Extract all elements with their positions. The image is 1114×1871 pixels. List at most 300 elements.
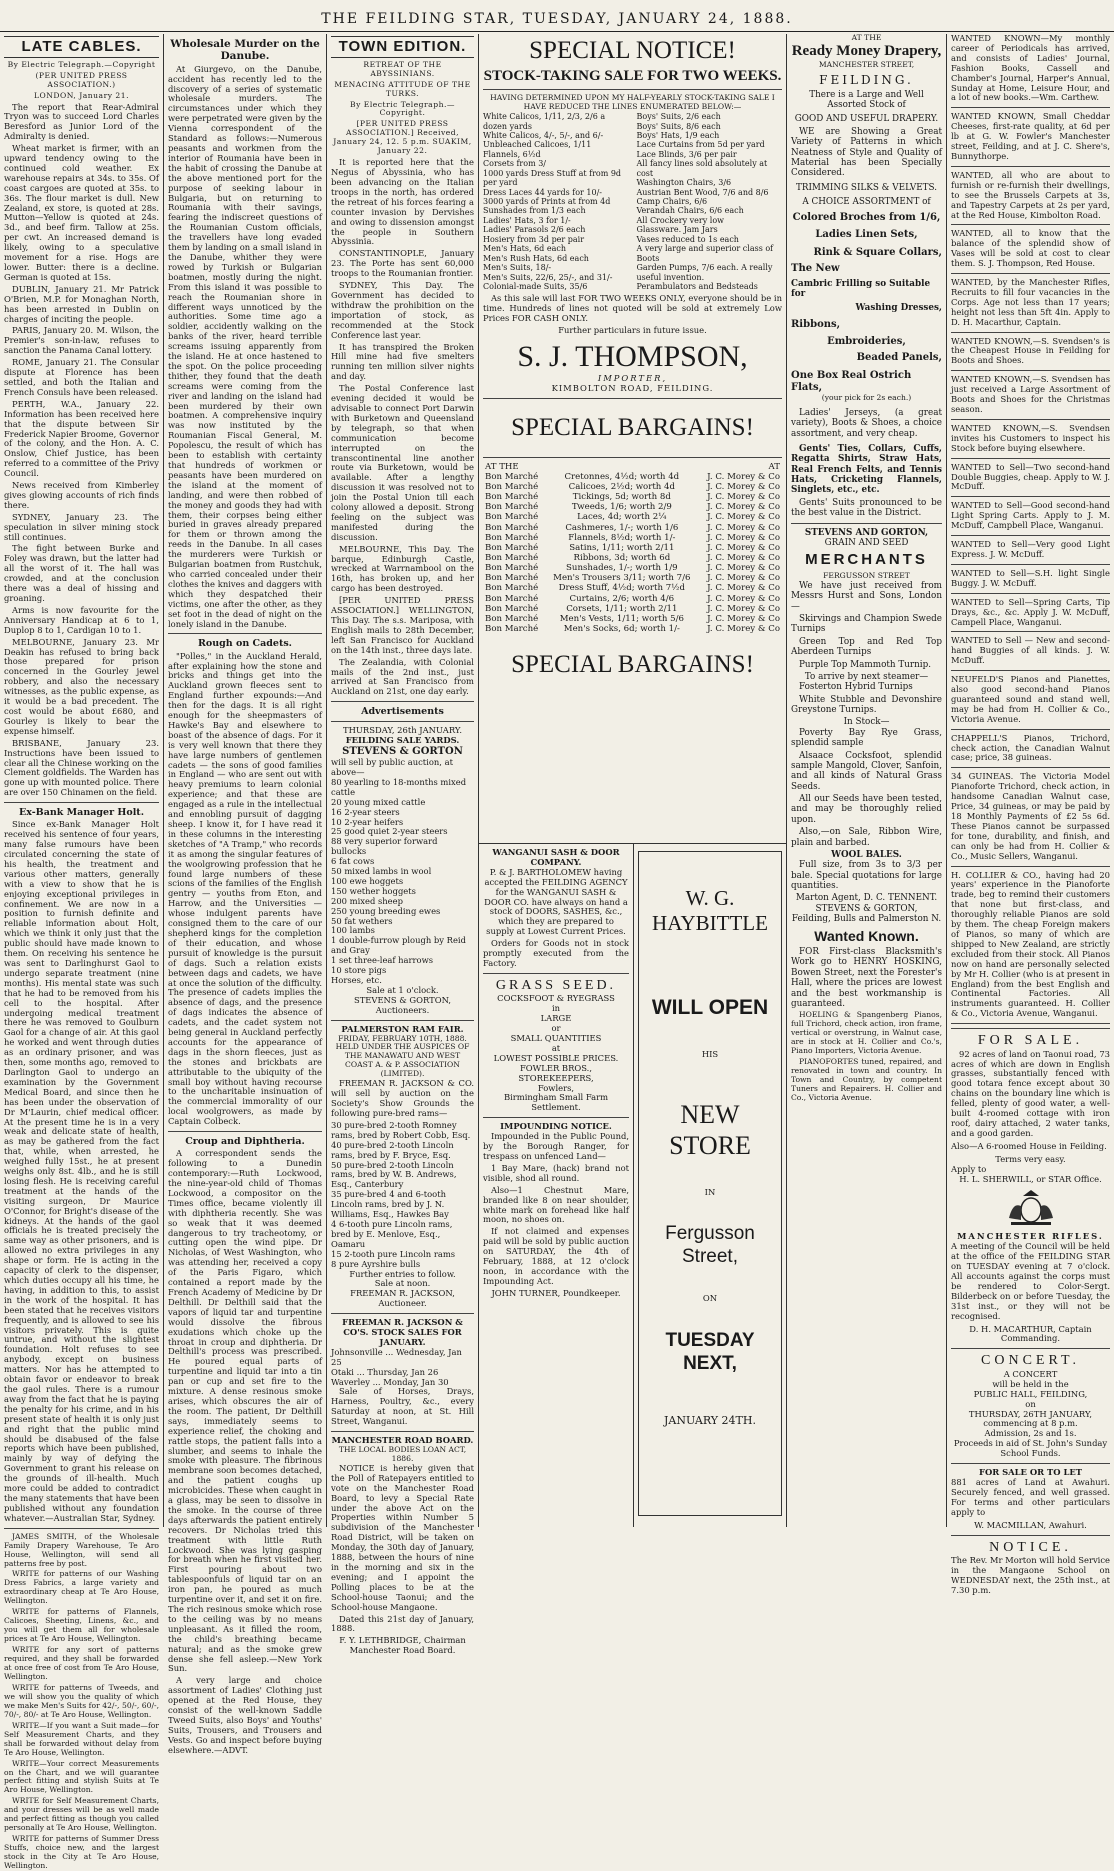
dateline: LONDON, January 21. bbox=[33, 90, 129, 100]
divider bbox=[791, 523, 942, 524]
drapery-line: (your pick for 2s each.) bbox=[821, 392, 912, 402]
bargain-item: Flannels, 8½d; worth 1/- bbox=[568, 532, 676, 543]
drapery-line: Gents' Ties, Collars, Cuffs, Regatta Shirts, Straw Hats, Real French Felts, and Tennis Hats, Cricketing Flannels, Singlets, etc., etc. bbox=[791, 443, 942, 496]
divider bbox=[951, 419, 1110, 420]
impounding-title: IMPOUNDING NOTICE. bbox=[500, 1121, 612, 1132]
royal-crest-icon bbox=[1001, 1188, 1061, 1228]
drapery-line: Embroideries, bbox=[827, 335, 906, 347]
stock-sales-firm: FREEMAN R. JACKSON & CO'S. STOCK SALES FOR JANUARY. bbox=[342, 1317, 463, 1347]
advertisements-heading: Advertisements bbox=[361, 706, 444, 718]
stock-sale-row: Otaki ... Thursday, Jan 26 bbox=[331, 1366, 439, 1377]
wanted-ad: 34 GUINEAS. The Victoria Model Pianoforte Trichord, check action, in handsome Canadian Walnut case, Price, 34 guineas, or may be paid by 18 Monthly Payments of £2 5s 6d. These Pianos cannot be surpassed for tone, durability, and finish, and can only be had from H. Collier & Co., Music Sellers, Wanganui. bbox=[951, 771, 1110, 861]
reduced-line: Ladies' Hats, 3 for 1/- bbox=[483, 215, 571, 225]
reduced-line: All Crockery very low bbox=[636, 215, 725, 225]
haybittle-new-store: NEW STORE bbox=[669, 1100, 751, 1160]
seed-line: All our Seeds have been tested, and may be thoroughly relied upon. bbox=[791, 794, 942, 825]
reduced-line: Hosiery from 3d per pair bbox=[483, 234, 585, 244]
bargain-merchant: J. C. Morey & Co bbox=[707, 482, 780, 493]
sale-item: 6 fat cows bbox=[331, 856, 375, 867]
bargain-row bbox=[483, 583, 782, 593]
divider bbox=[951, 332, 1110, 333]
sale-item: 50 fat wethers bbox=[331, 915, 393, 926]
bargain-row bbox=[483, 573, 782, 583]
divider bbox=[4, 1528, 159, 1529]
sash-door-orders: Orders for Goods not in stock promptly executed from the Factory. bbox=[483, 938, 629, 968]
cadets-heading: Rough on Cadets. bbox=[198, 638, 292, 650]
reduced-line: Boys' Suits, 8/6 each bbox=[636, 121, 721, 131]
rifles-title: MANCHESTER RIFLES. bbox=[957, 1231, 1104, 1242]
drapery-street: MANCHESTER STREET, bbox=[818, 59, 915, 69]
wanted-ad: WANTED KNOWN,—S. Svendsen has just received a Large Assortment of Boots and Shoes for the Christmas season. bbox=[951, 374, 1110, 414]
sale-item: 25 good quiet 2-year steers bbox=[331, 826, 448, 837]
bargain-store: Bon Marché bbox=[485, 512, 539, 523]
concert-line: Admission, 2s and 1s. bbox=[984, 1428, 1077, 1439]
drapery-line: One Box Real Ostrich Flats, bbox=[791, 370, 912, 393]
bargain-item: Curtains, 2/6; worth 4/6 bbox=[569, 593, 675, 604]
bargain-row bbox=[483, 553, 782, 563]
te-aro-ad: WRITE for patterns of Tweeds, and we will show you the quality of which we make Men's Suits for 42/-, 50/-, 60/-, 70/-, 80/- at Te Aro House, Wellington. bbox=[4, 1682, 159, 1719]
bargain-store: Bon Marché bbox=[485, 553, 539, 563]
bargain-item: Tweeds, 1/6; worth 2/9 bbox=[571, 502, 672, 513]
divider bbox=[331, 721, 474, 722]
wanted-ad: WANTED KNOWN, Small Cheddar Cheeses, first-rate quality, at 6d per lb at G. W. Fowler's Manchester street, Feilding, and at J. C. Shere's, Bunnythorpe. bbox=[951, 111, 1110, 161]
divider bbox=[331, 1431, 474, 1432]
grass-line: LOWEST POSSIBLE PRICES. bbox=[493, 1052, 619, 1063]
cable-paragraph: DUBLIN, January 21. Mr Patrick O'Brien, M.P. for Monaghan North, has been arrested in Dublin on charges of inciting the people. bbox=[4, 283, 159, 324]
masthead-title: THE FEILDING STAR, TUESDAY, JANUARY 24, 1888. bbox=[321, 11, 793, 27]
divider bbox=[331, 1313, 474, 1314]
news-paragraph: CONSTANTINOPLE, January 23. The Porte has sent 60,000 troops to the Roumanian frontier. bbox=[331, 248, 474, 279]
reduced-line: Unbleached Calicoes, 1/11 bbox=[483, 140, 592, 150]
wanted-ad: NEUFELD'S Pianos and Pianettes, also good second-hand Pianos guaranteed sound and stand well, may be had from H. Collier & Co., Victoria Avenue. bbox=[951, 674, 1110, 724]
cable-paragraph: PARIS, January 20. M. Wilson, the Premier's son-in-law, refuses to sanction the Panama Canal lottery. bbox=[4, 325, 159, 356]
ram-fair-item: 8 pure Ayrshire bulls bbox=[331, 1258, 421, 1269]
bargain-store: Bon Marché bbox=[485, 573, 539, 584]
column-wanted bbox=[947, 33, 1114, 1595]
grass-line: LARGE bbox=[540, 1013, 572, 1024]
drapery-line: Washing Dresses, bbox=[855, 303, 942, 314]
impounding-sign: JOHN TURNER, Poundkeeper. bbox=[491, 1287, 621, 1298]
divider bbox=[951, 224, 1110, 225]
haybittle-day: TUESDAY NEXT, bbox=[665, 1330, 755, 1374]
wanted-ad: WANTED, all who are about to furnish or re-furnish their dwellings, to see the Brussels Carpets at 3s, and Tapestry Carpets at 2s per yard, at the Red House, Kimbolton Road. bbox=[951, 169, 1110, 220]
haybittle-his: HIS bbox=[701, 1049, 719, 1060]
divider bbox=[951, 535, 1110, 536]
bargain-row bbox=[483, 512, 782, 522]
wanted-ad: WANTED to Sell—Spring Carts, Tip Drays, &c., &c. Apply J. W. McDuff, Campell Place, Wanganui. bbox=[951, 596, 1110, 627]
bargain-row bbox=[483, 472, 782, 482]
grass-firm-line: Birmingham Small Farm Settlement. bbox=[503, 1092, 609, 1113]
ram-fair-items bbox=[331, 1121, 474, 1270]
impounding-item: 1 Bay Mare, (hack) brand not visible, shod all round. bbox=[483, 1162, 629, 1183]
divider bbox=[483, 973, 629, 974]
bargain-item: Ribbons, 3d; worth 6d bbox=[573, 553, 671, 563]
concert-line: PUBLIC HALL, FEILDING, bbox=[973, 1388, 1088, 1399]
masthead bbox=[0, 0, 1114, 32]
impounding-text: Impounded in the Public Pound, by the Borough Ranger, for trespass on unfenced Land— bbox=[483, 1131, 629, 1161]
grass-line: or bbox=[551, 1023, 561, 1034]
bargain-store: Bon Marché bbox=[485, 593, 539, 604]
haybittle-street: Fergusson Street, bbox=[665, 1223, 755, 1267]
sale-let-title: FOR SALE OR TO LET bbox=[979, 1467, 1082, 1478]
grass-seed-title: GRASS SEED. bbox=[495, 977, 617, 993]
for-sale-sign: H. L. SHERWILL, or STAR Office. bbox=[959, 1173, 1102, 1184]
reduced-line: Corsets from 3/ bbox=[483, 159, 546, 169]
bargain-row bbox=[483, 482, 782, 492]
for-sale-text: 92 acres of land on Taonui road, 73 acres of which are down in English grasses, substantially fenced with good totara fence except about 30 chains on the boundary line which is felled, plenty of good water, a well-built 4-roomed cottage with iron roof, dairy attached, 2 water tanks, and a good garden. bbox=[951, 1048, 1110, 1138]
town-edition-heading: TOWN EDITION. bbox=[331, 36, 474, 58]
bargain-store: Bon Marché bbox=[485, 532, 539, 543]
wanted-ad: WANTED to Sell—Very good Light Express. J. W. McDuff. bbox=[951, 539, 1110, 559]
reduced-line: Vases reduced to 1s each bbox=[636, 234, 739, 244]
piano-ad: HOELING & Spangenberg Pianos, full Trichord, check action, iron frame, vertical or overstrung, in Walnut case, are in stock at H. Collier and Co.'s, Piano Importers, Victoria Avenue. bbox=[791, 1010, 942, 1056]
sale-let-sign: W. MACMILLAN, Awahuri. bbox=[974, 1519, 1087, 1530]
divider bbox=[951, 166, 1110, 167]
seed-line: Purple Top Mammoth Turnip. bbox=[799, 659, 932, 670]
abyssinia-heading: RETREAT OF THE ABYSSINIANS. bbox=[363, 59, 442, 78]
wanted-ad: CHAPPELL'S Pianos, Trichord, check action, the Canadian Walnut case; price, 38 guineas. bbox=[951, 732, 1110, 763]
divider bbox=[951, 1028, 1110, 1029]
divider bbox=[483, 398, 782, 399]
wanted-known: Wanted Known. bbox=[814, 927, 919, 944]
divider bbox=[951, 370, 1110, 371]
wanted-ad: WANTED KNOWN—My monthly career of Periodicals has arrived, and consists of Ladies' Journal, Fashion Books, Cassell and Chamber's Journal, Harper's Annual, Sunday at Home, Leisure Hour, and a lot of new books.—Wm. Carthew. bbox=[951, 33, 1110, 103]
ram-fair-sign: FREEMAN R. JACKSON, Auctioneer. bbox=[350, 1288, 455, 1309]
sale-item: 1 set three-leaf harrows bbox=[331, 955, 434, 966]
bargain-row bbox=[483, 614, 782, 624]
news-paragraph: It has transpired the Broken Hill mine had five smelters running ten million silver nights and day. bbox=[331, 341, 474, 382]
danube-paragraph: At Giurgevo, on the Danube, accident has recently led to the discovery of a series of systematic wholesale murders. The circumstances under which they were perpetrated were given by the Vienna correspondent of the Standard as follows:—Numerous peasants and workmen from the interior of Roumania have been in the habit of crossing the Danube at the above mentioned port for the purpose of seeking labour in Bulgaria, but on returning to Roumania with their savings, fearing the indiscreet questions of the Roumanian Custom officials, the travellers have long evaded them by landing on a small island in the Danube, whither they were rowed by Turkish or Bulgarian boatmen, mostly during the night. From this island it was possible to reach the Roumanian shore in different ways unnoticed by the authorities. Some time ago a soldier, accidently walking on the banks of the river, heard terrible screams issuing apparently from the island. He at once hastened to the spot. On the police proceeding thither, they found that the death screams were coming from the river and landing on the island had been murdered by their own boatmen. A comprehensive inquiry was now instituted by the Roumanian Fiscal General, M. Popolescu, the result of which has been to establish with certainty that hundreds of workmen or peasants have been murdered on the island at the moment of landing, and were then robbed of the money and goods they had with them, their corpses being either buried in graves already prepared for them or thrown among the reeds in the Danube. In all cases the murderers were Turkish or Bulgarian boatmen from Rustchuk, who carried concealed under their clothes the knives and daggers with which they despatched their victims, one after the other, as they set foot in the dead of night on the lonely island in the Danube. bbox=[168, 63, 322, 629]
bargain-item: Cashmeres, 1/-; worth 1/6 bbox=[565, 522, 679, 533]
divider bbox=[951, 866, 1110, 867]
sale-footnote: As this sale will last FOR TWO WEEKS ONLY, everyone should be in time. Hundreds of lines not quoted will be sold at extremely Low Prices FOR CASH ONLY. bbox=[483, 293, 782, 324]
bargain-merchant: J. C. Morey & Co bbox=[707, 502, 780, 513]
bargain-store: Bon Marché bbox=[485, 583, 539, 594]
sash-door-agents: P. & J. BARTHOLOMEW having accepted the FEILDING AGENCY for the WANGANUI SASH & DOOR CO. have always on hand a stock of DOORS, SASHES, &c., which they are prepared to supply at Lowest Current Prices. bbox=[484, 866, 628, 937]
grass-seed-firm bbox=[483, 1064, 629, 1114]
impounding-item: Also—1 Chestnut Mare, branded like 8 on near shoulder, white mark on forehead like half moon, no shoes on. bbox=[483, 1184, 629, 1225]
divider bbox=[951, 767, 1110, 768]
rifles-sign: D. H. MACARTHUR, Captain Commanding. bbox=[969, 1323, 1092, 1344]
bargain-row bbox=[483, 543, 782, 553]
seed-line: Alsaace Cocksfoot, splendid sample Mangold, Clover, Sanfoin, and all kinds of Natural Grass Seeds. bbox=[791, 750, 942, 792]
bargain-item: Satins, 1/11; worth 2/11 bbox=[569, 542, 675, 553]
bargain-merchant: J. C. Morey & Co bbox=[707, 583, 780, 594]
column-sash-door bbox=[479, 848, 633, 1527]
seed-line: We have just received from Messrs Hurst and Sons, London— bbox=[791, 580, 942, 612]
bargain-store: Bon Marché bbox=[485, 613, 539, 624]
special-bargains-title-2: SPECIAL BARGAINS! bbox=[511, 651, 754, 679]
news-paragraph: MELBOURNE, This Day. The barque, Edinburgh Castle, wrecked at Warrnambool on the 16th, has broken up, and her cargo has been destroyed. bbox=[331, 543, 474, 594]
ram-fair-item: 40 pure-bred 2-tooth Lincoln rams, bred by F. Bryce, Esq. bbox=[331, 1139, 454, 1160]
stock-sale-row: Johnsonville ... Wednesday, Jan 25 bbox=[331, 1346, 462, 1367]
sale-item: 100 lambs bbox=[331, 925, 375, 936]
divider bbox=[951, 1348, 1110, 1349]
reduced-line: Sunshades from 1/3 each bbox=[483, 206, 586, 216]
cable-paragraph: The fight between Burke and Foley was drawn, but the latter had all the worst of it. The hall was crowded, and at the conclusion there was a deal of hissing and groaning. bbox=[4, 543, 159, 603]
reduced-line: Austrian Bent Wood, 7/6 and 8/6 bbox=[636, 187, 769, 197]
ram-fair-date: FRIDAY, FEBRUARY 10TH, 1888. HELD UNDER THE AUSPICES OF THE MANAWATU AND WEST COAST A. & P. ASSOCIATION (LIMITED). bbox=[335, 1033, 470, 1079]
drapery-line: The New bbox=[791, 262, 840, 274]
reduced-line: 1000 yards Dress Stuff at from 9d per yard bbox=[483, 168, 622, 188]
for-sale-terms: Terms very easy. bbox=[995, 1153, 1066, 1164]
seed-line: Full size, from 3s to 3/3 per bale. Special quotations for large quantities. bbox=[791, 860, 942, 892]
merchants: MERCHANTS bbox=[805, 551, 928, 569]
road-board-text: NOTICE is hereby given that the Poll of Ratepayers entitled to vote on the Manchester Road Board, to levy a Special Rate under the above Act on the Properties within Number 5 subdivision of the Manchester Road District, will be taken on Monday, the 30th day of January, 1888, between the hours of nine in the morning and six in the evening; and I appoint the Polling places to be at the School-house Taonui; and the School-house Mangaone. bbox=[331, 1462, 474, 1612]
grass-firm-line: Fowlers, bbox=[537, 1082, 575, 1093]
danube-heading: Wholesale Murder on the Danube. bbox=[170, 38, 320, 63]
reduced-line: Men's Hats, 6d each bbox=[483, 244, 566, 254]
croup-paragraph: A correspondent sends the following to a Dunedin contemporary:—Ruth Lockwood, the nine-year-old child of Thomas Lockwood, a compositor on the Times office, became violently ill with diphtheria recently. She was so weak that it was deemed dangerous to try tracheotomy, or cutting open the wind pipe. Dr Nicholas, of West Washington, who was attending her, received a copy of the Paris Figaro, which contained a report made by the French Academy of Medicine by Dr Delthill. Dr Delthill said that the vapors of liquid tar and turpentine would dissolve the fibrous exudations which choke up the throat in croup and diphtheria. Dr Delthill's process was prescribed. He poured equal parts of turpentine and liquid tar into a tin pan or cup and set fire to the mixture. A dense resinous smoke arises, which obscures the air of the room. The patient, Dr Delthill says, immediately seems to experience relief, the choking and rattle stops, the patient falls into a slumber, and seems to inhale the smoke with pleasure. The fibrinous membrane soon becomes detached, and the patient coughs up microbicides. These when caught in a glass, may be seen to dissolve in the smoke. In the course of three days afterwards the patient entirely recovers. Dr Nicholas tried this treatment with little Ruth Lockwood. She was lying gasping for breath when he first visited her. First pouring about two tablespoonfuls of liquid tar on an iron pan, he poured as much turpentine over it, and set it on fire. The rich resinous smoke which rose to the ceiling was by no means unpleasant. As it filled the room, the child's breathing became natural; and as the smoke grew dense she fell asleep.—New York Sun. bbox=[168, 1148, 322, 1674]
te-aro-ad: WRITE—Your correct Measurements on the Chart, and we will guarantee perfect fitting and stylish Suits at Te Aro House, Wellington. bbox=[4, 1758, 159, 1795]
bargain-item: Corsets, 1/11; worth 2/11 bbox=[566, 603, 678, 614]
concert-line: on bbox=[1025, 1398, 1036, 1409]
bargain-row bbox=[483, 624, 782, 634]
wanted-ad: WANTED to Sell—S.H. light Single Buggy. J. W. McDuff. bbox=[951, 567, 1110, 588]
divider bbox=[331, 701, 474, 702]
te-aro-ad: JAMES SMITH, of the Wholesale Family Drapery Warehouse, Te Aro House, Wellington, will send all patterns free by post. bbox=[4, 1531, 159, 1568]
ram-fair-firm: FREEMAN R. JACKSON & CO. will sell by auction on the Society's Show Grounds the following pure-bred rams— bbox=[331, 1078, 474, 1119]
road-board-sub: THE LOCAL BODIES LOAN ACT, 1886. bbox=[338, 1445, 467, 1463]
piano-tuning-ad: PIANOFORTES tuned, repaired, and renovated in town and country. In Town and Country, by competent Tuners and Repairers. H. Collier and Co., Victoria Avenue. bbox=[791, 1057, 942, 1102]
column-special-notice bbox=[479, 34, 786, 834]
stock-taking-intro: HAVING DETERMINED UPON MY HALF-YEARLY STOCK-TAKING SALE I HAVE REDUCED THE LINES ENUMERATED BELOW:— bbox=[490, 93, 775, 112]
ram-fair-item: 15 2-tooth pure Lincoln rams bbox=[331, 1248, 456, 1259]
column-news bbox=[164, 34, 326, 1755]
column-drapery bbox=[787, 34, 946, 1527]
sale-item: 88 very superior forward bullocks bbox=[331, 836, 438, 857]
reduced-line: 3000 yards of Prints at from 4d bbox=[483, 197, 611, 207]
reduced-line: Verandah Chairs, 6/6 each bbox=[636, 206, 744, 216]
bargain-merchant: J. C. Morey & Co bbox=[707, 613, 780, 624]
seed-line: Green Top and Red Top Aberdeen Turnips bbox=[791, 636, 942, 658]
for-sale-apply: Apply to bbox=[951, 1163, 987, 1174]
sale-place: FEILDING SALE YARDS. bbox=[345, 735, 460, 746]
drapery-line: WE are Showing a Great Variety of Patterns in which Neatness of Style and Quality of Material has been Specially Considered. bbox=[791, 126, 942, 179]
seed-line: In Stock— bbox=[843, 717, 890, 728]
bargain-row bbox=[483, 533, 782, 543]
bargain-store: Bon Marché bbox=[485, 542, 539, 553]
divider bbox=[951, 458, 1110, 459]
stevens-gorton-sign: STEVENS & GORTON, bbox=[815, 903, 918, 914]
wanted-ad: WANTED to Sell—Good second-hand Light Spring Carts. Apply to J. M. McDuff, Campbell Place, Wanganui. bbox=[951, 500, 1110, 531]
road-board-title: MANCHESTER ROAD BOARD. bbox=[331, 1435, 474, 1446]
reduced-line: Boys' Suits, 2/6 each bbox=[636, 112, 721, 122]
bargain-merchant: J. C. Morey & Co bbox=[707, 593, 780, 604]
reduced-line: White Calicos, 1/11, 2/3, 2/6 a dozen yards bbox=[483, 112, 606, 131]
news-paragraph: The Zealandia, with Colonial mails of the 2nd inst., just arrived at San Francisco from Auckland on 21st, one day early. bbox=[331, 656, 474, 697]
sale-items bbox=[331, 778, 474, 986]
seed-line: White Stubble and Devonshire Greystone Turnips. bbox=[791, 694, 942, 716]
drapery-line: Ribbons, bbox=[791, 318, 841, 330]
bargain-store: Bon Marché bbox=[485, 563, 539, 574]
bargain-row bbox=[483, 563, 782, 573]
wool-bales: WOOL BALES. bbox=[831, 849, 902, 860]
te-aro-ad: WRITE—If you want a Suit made—for Self Measurement Charts, and they shall be forwarded without delay from Te Aro House, Wellington. bbox=[4, 1720, 159, 1757]
cadets-paragraph: "Polles," in the Auckland Herald, after explaining how the stone and bricks and things get into the Auckland grown fleeces sent to England further expounds:—And then for the dags. It is all right enough for the sheepmasters of Hawke's Bay and elsewhere to boast of the absence of dags. For it is very well known that there they have large numbers of gentlemen cadets — the sons of good families in England — who are sent out with heavy premiums to learn colonial experience; and that these are engaged as a rule in the intellectual and ennobling pursuit of dagging sheep. I know it, for I have read it in these columns in the interesting sketches of "A Tramp," who records it as among the singular features of the woolgrowing profession that he found large numbers of these scions of the families of the English gentry — youths from Eton, and Harrow, and the Universities — whose indulgent parents have consigned them to the care of our shepherd kings for the completion of their education, and whose pursuit of knowledge is the pursuit of dags. Such a relation exists between dags and cadets, we have at once the solution of the difficulty. The presence of cadets implies the absence of dags, and the presence of dags indicates the absence of cadets, and the cadet system not being general in Auckland perfectly accounts for the appearance of dags in the shorn fleeces, just as the stones and brickbats are attributable to the ubiquity of the small boy without having recourse to the uncharitable insinuation of the commercial immorality of our local woolgrowers, as made by Captain Colbeck. bbox=[168, 650, 322, 1127]
concert-line: will be held in the bbox=[992, 1378, 1069, 1389]
special-notice-title: SPECIAL NOTICE! bbox=[529, 37, 736, 64]
haybittle-will-open: WILL OPEN bbox=[651, 995, 769, 1019]
grass-firm-line: STOREKEEPERS, bbox=[518, 1072, 594, 1083]
bargain-merchant: J. C. Morey & Co bbox=[707, 532, 780, 543]
byline: By Electric Telegraph.—Copyright bbox=[7, 59, 156, 69]
haybittle-date: JANUARY 24TH. bbox=[664, 1413, 756, 1427]
reduced-line: Lace Blinds, 3/6 per pair bbox=[636, 149, 737, 159]
concert-line: Proceeds in aid of St. John's Sunday School Funds. bbox=[953, 1438, 1108, 1459]
grass-line: COCKSFOOT & RYEGRASS bbox=[497, 993, 615, 1004]
haybittle-name: W. G. HAYBITTLE bbox=[652, 886, 768, 935]
notice-text: The Rev. Mr Morton will hold Service in the Mangaone School on WEDNESDAY next, the 25th inst., at 7.30 p.m. bbox=[951, 1555, 1111, 1595]
drapery-line: Ladies Linen Sets, bbox=[815, 229, 918, 241]
drapery-line: Beaded Panels, bbox=[856, 352, 942, 364]
wanted-ad: WANTED to Sell—Two second-hand Double Buggies, cheap. Apply to W. J. McDuff. bbox=[951, 461, 1110, 492]
divider bbox=[951, 729, 1110, 730]
ram-fair-title: PALMERSTON RAM FAIR. bbox=[341, 1023, 464, 1034]
seed-line: Fosterton Hybrid Turnips bbox=[799, 682, 913, 693]
news-paragraph: [PER UNITED PRESS ASSOCIATION.] WELLINGTON, This Day. The s.s. Mariposa, with English mails to 28th December, left San Francisco for Auckland on the 14th inst., three days late. bbox=[331, 595, 474, 655]
cable-paragraph: ROME, January 21. The Consular dispute at Florence has been settled, and both the Italian and French Consuls have been released. bbox=[4, 357, 159, 397]
divider bbox=[951, 107, 1110, 108]
merchant-name: S. J. THOMPSON, bbox=[517, 340, 748, 374]
reduced-line: White Calicos, 4/-, 5/-, and 6/- bbox=[483, 130, 604, 140]
column-haybittle bbox=[634, 848, 786, 1527]
reduced-lines bbox=[483, 112, 782, 291]
cable-paragraph: The report that Rear-Admiral Tryon was to succeed Lord Charles Beresford as Junior Lord of the Admiralty is denied. bbox=[4, 101, 159, 142]
stevens-gorton-places: Feilding, Bulls and Palmerston N. bbox=[791, 914, 942, 925]
drapery-line: GOOD AND USEFUL DRAPERY. bbox=[794, 113, 939, 124]
reduced-line: Glassware. Jam Jars bbox=[636, 225, 718, 235]
bargain-row bbox=[483, 523, 782, 533]
bargain-item: Men's Vests, 1/11; worth 5/6 bbox=[559, 613, 684, 624]
bargain-item: Sunshades, 1/-; worth 1/9 bbox=[566, 563, 678, 574]
grass-line: at bbox=[551, 1042, 561, 1053]
divider bbox=[951, 273, 1110, 274]
divider bbox=[168, 633, 322, 634]
bargain-row bbox=[483, 604, 782, 614]
te-aro-ad: WRITE for any sort of patterns required, and they shall be forwarded at once free of cost from Te Aro House, Wellington. bbox=[4, 1645, 159, 1681]
road-board-dated: Dated this 21st day of January, 1888. bbox=[331, 1613, 474, 1634]
bargain-row bbox=[483, 502, 782, 512]
ram-fair-time: Sale at noon. bbox=[374, 1278, 431, 1289]
cable-paragraph: SYDNEY, January 23. The speculation in silver mining stock still continues. bbox=[4, 511, 159, 542]
drapery-line: Colored Broches from 1/6, bbox=[792, 211, 941, 223]
reduced-lines-right bbox=[637, 112, 783, 291]
reduced-line: Lace Curtains from 5d per yard bbox=[636, 140, 765, 150]
bargain-merchant: J. C. Morey & Co bbox=[707, 553, 780, 563]
divider bbox=[331, 1020, 474, 1021]
special-bargains-title: SPECIAL BARGAINS! bbox=[511, 414, 754, 442]
bargain-item: Calicoes, 2½d; worth 4d bbox=[568, 482, 676, 493]
reduced-line: Colonial-made Suits, 35/6 bbox=[483, 281, 588, 291]
haybittle-ad bbox=[638, 851, 782, 1516]
bargain-store: Bon Marché bbox=[485, 502, 539, 513]
divider bbox=[951, 670, 1110, 671]
wanted-ad: H. COLLIER & CO., having had 20 years' experience in the Pianoforte trade, beg to remind their customers that none but first-class, and thoroughly reliable Pianos are sold by them. The cheap Foreign makers of Pianos, so many of which are shipped to New Zealand, are strictly excluded from their stock. All Pianos now on hand are personally selected by Mr H. Collier (who is at present in England) from the best English and Continental Factories. All instruments guaranteed. H. Collier & Co., Victoria Avenue, Wanganui. bbox=[951, 869, 1110, 1019]
drapery-line: TRIMMING SILKS & VELVETS. bbox=[795, 182, 938, 193]
reduced-line: Ladies' Parasols 2/6 each bbox=[483, 225, 586, 235]
wanted-ad: WANTED KNOWN,—S. Svendsen invites his Customers to inspect his Stock before buying elsewhere. bbox=[951, 422, 1110, 453]
cable-paragraph: BRISBANE, January 23. Instructions have been issued to clear all the Chinese working on the Clement goldfields. The Warden has gone up with mounted police. There are over 150 Chinamen on the field. bbox=[4, 737, 159, 798]
bargain-merchant: J. C. Morey & Co bbox=[707, 542, 780, 553]
wanted-ad: WANTED to Sell — New and second-hand Buggies of all kinds. J. W. McDuff. bbox=[951, 635, 1110, 666]
reduced-line: Flannels, 6½d bbox=[483, 149, 541, 159]
cable-paragraph: MELBOURNE, January 23. Mr Deakin has refused to bring back those prepared for prison concerned in the Gourley jewel robbery, and also the necessary witnesses, as the public expense, as it would be a bad precedent. The cost would be about £680, and Gourley is likely to bear the expense himself. bbox=[4, 636, 159, 736]
holt-heading: Ex-Bank Manager Holt. bbox=[18, 807, 144, 819]
bargain-item: Cretonnes, 4½d; worth 4d bbox=[564, 471, 680, 482]
bargain-store: Bon Marché bbox=[485, 623, 539, 634]
sale-item: 150 wether hoggets bbox=[331, 885, 416, 896]
merchant-importer: IMPORTER, bbox=[597, 373, 668, 384]
sale-let-text: 881 acres of Land at Awahuri. Securely fenced, and well grassed. For terms and other particulars apply to bbox=[951, 1476, 1110, 1517]
drapery-town: FEILDING. bbox=[819, 72, 914, 87]
bargain-store: Bon Marché bbox=[485, 522, 539, 533]
column-late-cables bbox=[0, 34, 163, 1871]
drapery-title: Ready Money Drapery, bbox=[791, 42, 942, 59]
bargain-store: Bon Marché bbox=[485, 482, 539, 493]
drapery-line: Rink & Square Collars, bbox=[813, 247, 942, 259]
seed-line: Also,—on Sale, Ribbon Wire, plain and barbed. bbox=[791, 827, 942, 848]
drapery-at: AT THE bbox=[851, 33, 882, 42]
cable-paragraph: Wheat market is firmer, with an upward tendency owing to the continued cold weather. Ex warehouse repairs at 34s. to 35s. Of coast cargoes are quoted at 35s. to 36s. The flour market is dull. New Zealand, ex store, is quoted at 28s. Mutton—Yellow is quoted at 24s. 3d., and beef firm. Tallow at 25s. per cwt. An increased demand is likely, owing to a speculative movement for a rise. Hogs are lower. Butter: there is a decline. German is quoted at 15s. bbox=[4, 143, 159, 282]
divider bbox=[951, 496, 1110, 497]
sale-item: 10 store pigs bbox=[331, 965, 387, 976]
seed-line: To arrive by next steamer— bbox=[804, 671, 929, 682]
divider bbox=[951, 1535, 1110, 1536]
wanted-ad: WANTED KNOWN,—S. Svendsen's is the Cheapest House in Feilding for Boots and Shoes. bbox=[951, 335, 1110, 366]
reduced-line: Garden Pumps, 7/6 each. A really useful invention. bbox=[636, 263, 773, 282]
te-aro-ad: WRITE for patterns of our Washing Dress Fabrics, a large variety and extraordinary cheap at Te Aro House, Wellington. bbox=[4, 1569, 159, 1606]
rifles-text: A meeting of the Council will be held at the office of the FEILDING STAR on TUESDAY evening at 7 o'clock. All accounts against the corps must be rendered to Color-Sergt. Bilderbeck on or before Tuesday, the 31st inst., or they will not be recognised. bbox=[951, 1241, 1110, 1321]
reduced-line: Men's Suits, 22/6, 25/-, and 31/- bbox=[483, 272, 613, 282]
reduced-line: Men's Rush Hats, 6d each bbox=[483, 253, 589, 263]
reduced-line: Boys' Hats, 1/9 each bbox=[636, 130, 720, 140]
drapery-line: Cambric Frilling so Suitable for bbox=[791, 278, 931, 300]
wanted-ad: WANTED, all to know that the balance of the splendid show of Vases will be sold at cost to clear them. S. J. Thompson, Red House. bbox=[951, 228, 1110, 269]
ram-fair-item: 4 6-tooth pure Lincoln rams, bred by E. Menlove, Esq., Oamaru bbox=[331, 1218, 453, 1249]
bargain-row bbox=[483, 492, 782, 502]
association: (PER UNITED PRESS ASSOCIATION.) bbox=[35, 70, 128, 89]
concert-line: A CONCERT bbox=[1003, 1368, 1058, 1379]
marton-agent: Marton Agent, D. C. TENNENT. bbox=[795, 893, 938, 904]
news-paragraph: SYDNEY, This Day. The Government has decided to withdraw the prohibition on the importation of stock, as recommended at the Stock Conference last year. bbox=[331, 280, 474, 340]
sale-time: Sale at 1 o'clock. bbox=[366, 984, 439, 995]
bargain-merchant: J. C. Morey & Co bbox=[707, 522, 780, 533]
ram-fair-item: 35 pure-bred 4 and 6-tooth Lincoln rams, bred by J. N. Williams, Esq., Hawkes Bay bbox=[331, 1189, 449, 1220]
reduced-line: Camp Chairs, 6/6 bbox=[636, 197, 708, 207]
divider bbox=[483, 1117, 629, 1118]
reduced-line: A very large and superior class of Boots bbox=[636, 244, 774, 263]
wanted-list bbox=[951, 34, 1110, 1024]
bargains-head-left: AT THE bbox=[485, 461, 519, 472]
association: [PER UNITED PRESS ASSOCIATION.] Received, January 24, 12. 5 p.m. SUAKIM, January 22. bbox=[333, 119, 472, 156]
divider bbox=[168, 1131, 322, 1132]
bargain-item: Men's Socks, 6d; worth 1/- bbox=[563, 623, 680, 634]
ram-fair-item: 50 pure-bred 2-tooth Lincoln rams, bred by W. B. Andrews, Esq., Canterbury bbox=[331, 1159, 457, 1190]
bargain-store: Bon Marché bbox=[485, 603, 539, 614]
stevens-gorton: STEVENS AND GORTON, bbox=[804, 527, 929, 538]
te-aro-ad: WRITE for Self Measurement Charts, and your dresses will be as well made and perfect fitting as though you called personally at Te Aro House, Wellington. bbox=[4, 1796, 159, 1833]
sale-item: 50 mixed lambs in wool bbox=[331, 866, 432, 877]
sale-item: 16 2-year steers bbox=[331, 806, 400, 817]
bargain-merchant: J. C. Morey & Co bbox=[707, 512, 780, 523]
drapery-line: There is a Large and Well Assorted Stock of bbox=[809, 89, 924, 111]
bargain-store: Bon Marché bbox=[485, 471, 539, 482]
news-paragraph: The Postal Conference last evening decided it would be advisable to connect Port Darwin with Burketown and Queensland by telegraph, so that when communication become interrupted on the transcontinental line another route via Burketown, would be available. After a lengthy discussion it was resolved not to join the Postal Union till each colony allowed a deposit. Strong feeling on the subject was manifested during the discussion. bbox=[331, 383, 474, 542]
bargain-item: Tickings, 5d; worth 8d bbox=[572, 492, 671, 503]
concert-line: THURSDAY, 26TH JANUARY, bbox=[968, 1408, 1093, 1419]
ram-fair-item: 30 pure-bred 2-tooth Romney rams, bred by Robert Cobb, Esq. bbox=[331, 1119, 471, 1140]
